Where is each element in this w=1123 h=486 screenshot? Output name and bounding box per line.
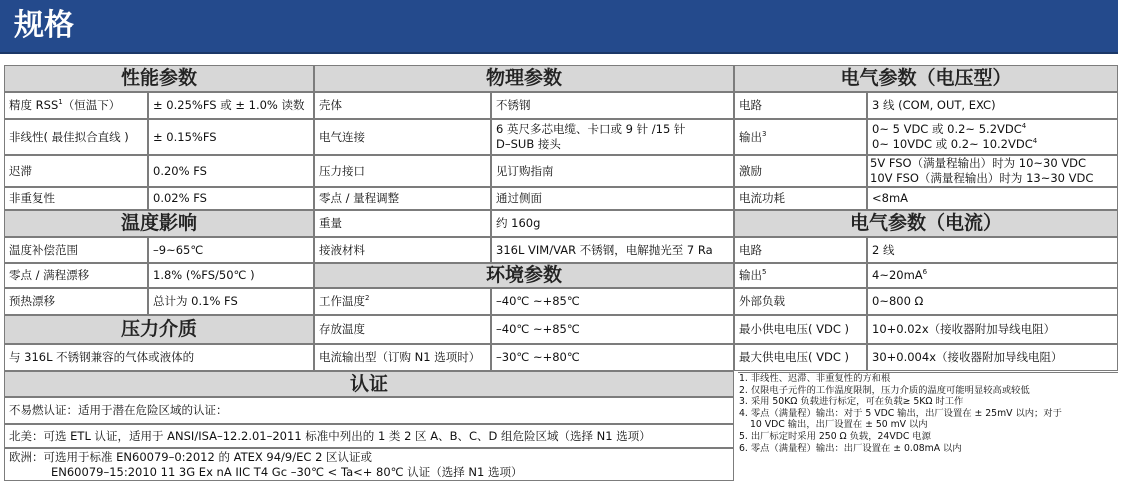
elec-v-label: 电流功耗 bbox=[734, 187, 867, 210]
cert-line: 北美：可选 ETL 认证，适用于 ANSI/ISA–12.2.01–2011 标准中列出的 1 类 2 区 A、B、C、D 组危险区域（选择 N1 选项） bbox=[4, 424, 734, 448]
footnote: 4. 零点（满量程）输出：对于 5 VDC 输出，出厂设置在 ± 25mV 以内；对于 bbox=[739, 407, 1062, 419]
cert-line: 不易燃认证：适用于潜在危险区域的认证： bbox=[4, 397, 734, 424]
temp-label: 零点 / 满程漂移 bbox=[4, 263, 148, 288]
elec-v-value: 3 线 (COM, OUT, EXC) bbox=[867, 92, 1118, 119]
temp-value: 总计为 0.1% FS bbox=[148, 288, 314, 315]
footnotes bbox=[738, 372, 1118, 480]
footnote: 10 VDC 输出，出厂设置在 ± 50 mV 以内 bbox=[750, 419, 928, 431]
footnote: 5. 出厂标定时采用 250 Ω 负载，24VDC 电源 bbox=[739, 430, 931, 442]
perf-heading: 性能参数 bbox=[4, 65, 314, 92]
elec-i-value: 10+0.02x（接收器附加导线电阻） bbox=[867, 315, 1118, 344]
phys-value: 316L VIM/VAR 不锈钢，电解抛光至 7 Ra bbox=[491, 237, 734, 263]
elec-i-value: $4\sim 20mA^6$ bbox=[867, 263, 1118, 288]
phys-value: 通过侧面 bbox=[491, 187, 734, 210]
cert-line: 欧洲：可选用于标准 EN60079–0:2012 的 ATEX 94/9/EC 2 区认证或 EN60079–15:2010 11 3G Ex nA IIC T4 Gc –30℃ < Ta<+ 80℃ 认证（选择 N1 选项） bbox=[4, 448, 734, 481]
env-value: –30℃ ~+80℃ bbox=[491, 344, 734, 371]
temp-label: 预热漂移 bbox=[4, 288, 148, 315]
temp-label: 温度补偿范围 bbox=[4, 237, 148, 263]
perf-label: 精度 RSS$^1$（恒温下） bbox=[4, 92, 148, 119]
elec-v-value: 0~ 5 VDC 或 0.2~ 5.2VDC$^4$ 0~ 10VDC 或 0.2~ 10.2VDC$^4$ bbox=[867, 119, 1118, 155]
phys-label: 壳体 bbox=[314, 92, 491, 119]
phys-value: 见订购指南 bbox=[491, 155, 734, 187]
phys-label: 零点 / 量程调整 bbox=[314, 187, 491, 210]
elec-i-label: 最大供电电压( VDC ) bbox=[734, 344, 867, 371]
page-title: 规格 bbox=[14, 8, 74, 43]
perf-label: 非线性( 最佳拟合直线 ) bbox=[4, 119, 148, 155]
elec-i-label: 最小供电电压( VDC ) bbox=[734, 315, 867, 344]
elec-i-value: 30+0.004x（接收器附加导线电阻） bbox=[867, 344, 1118, 371]
footnote: 2. 仅限电子元件的工作温度限制，压力介质的温度可能明显较高或较低 bbox=[739, 384, 1030, 396]
perf-label: 非重复性 bbox=[4, 187, 148, 210]
temp-value: –9~65℃ bbox=[148, 237, 314, 263]
elec-v-heading: 电气参数（电压型） bbox=[734, 65, 1118, 92]
elec-v-label: 激励 bbox=[734, 155, 867, 187]
elec-i-heading: 电气参数（电流） bbox=[734, 210, 1118, 237]
env-value: –40℃ ~+85℃ bbox=[491, 288, 734, 315]
footnote: 3. 采用 50KΩ 负载进行标定，可在负载≥ 5KΩ 时工作 bbox=[739, 396, 964, 408]
env-heading: 环境参数 bbox=[314, 263, 734, 288]
phys-label: 压力接口 bbox=[314, 155, 491, 187]
elec-i-value: 0~800 Ω bbox=[867, 288, 1118, 315]
env-value: –40℃ ~+85℃ bbox=[491, 315, 734, 344]
perf-label: 迟滞 bbox=[4, 155, 148, 187]
elec-v-value: <8mA bbox=[867, 187, 1118, 210]
media-heading: 压力介质 bbox=[4, 315, 314, 344]
footnote: 6. 零点（满量程）输出：出厂设置在 ± 0.08mA 以内 bbox=[739, 442, 962, 454]
env-label: 工作温度$^2$ bbox=[314, 288, 491, 315]
phys-label: 电气连接 bbox=[314, 119, 491, 155]
phys-value: 6 英尺多芯电缆、卡口或 9 针 /15 针 D–SUB 接头 bbox=[491, 119, 734, 155]
elec-i-value: 2 线 bbox=[867, 237, 1118, 263]
temp-value: 1.8% (%FS/50℃ ) bbox=[148, 263, 314, 288]
elec-v-value: 5V FSO（满量程输出）时为 10~30 VDC 10V FSO（满量程输出）时为 13~30 VDC bbox=[867, 155, 1118, 187]
elec-i-label: 外部负载 bbox=[734, 288, 867, 315]
perf-value: ± 0.15%FS bbox=[148, 119, 314, 155]
elec-i-label: 输出$^5$ bbox=[734, 263, 867, 288]
cert-heading: 认证 bbox=[4, 371, 734, 397]
title-banner bbox=[0, 0, 1118, 54]
phys-heading: 物理参数 bbox=[314, 65, 734, 92]
phys-label: 重量 bbox=[314, 210, 491, 237]
env-label: 电流输出型（订购 N1 选项时） bbox=[314, 344, 491, 371]
phys-label: 接液材料 bbox=[314, 237, 491, 263]
elec-i-label: 电路 bbox=[734, 237, 867, 263]
footnote: 1. 非线性、迟滞、非重复性的方和根 bbox=[739, 373, 891, 384]
elec-v-label: 电路 bbox=[734, 92, 867, 119]
perf-value: 0.20% FS bbox=[148, 155, 314, 187]
phys-value: 不锈钢 bbox=[491, 92, 734, 119]
perf-value: ± 0.25%FS 或 ± 1.0% 读数 bbox=[148, 92, 314, 119]
env-label: 存放温度 bbox=[314, 315, 491, 344]
elec-v-label: 输出$^3$ bbox=[734, 119, 867, 155]
media-text: 与 316L 不锈钢兼容的气体或液体的 bbox=[4, 344, 314, 371]
phys-value: 约 160g bbox=[491, 210, 734, 237]
perf-value: 0.02% FS bbox=[148, 187, 314, 210]
temp-heading: 温度影响 bbox=[4, 210, 314, 237]
